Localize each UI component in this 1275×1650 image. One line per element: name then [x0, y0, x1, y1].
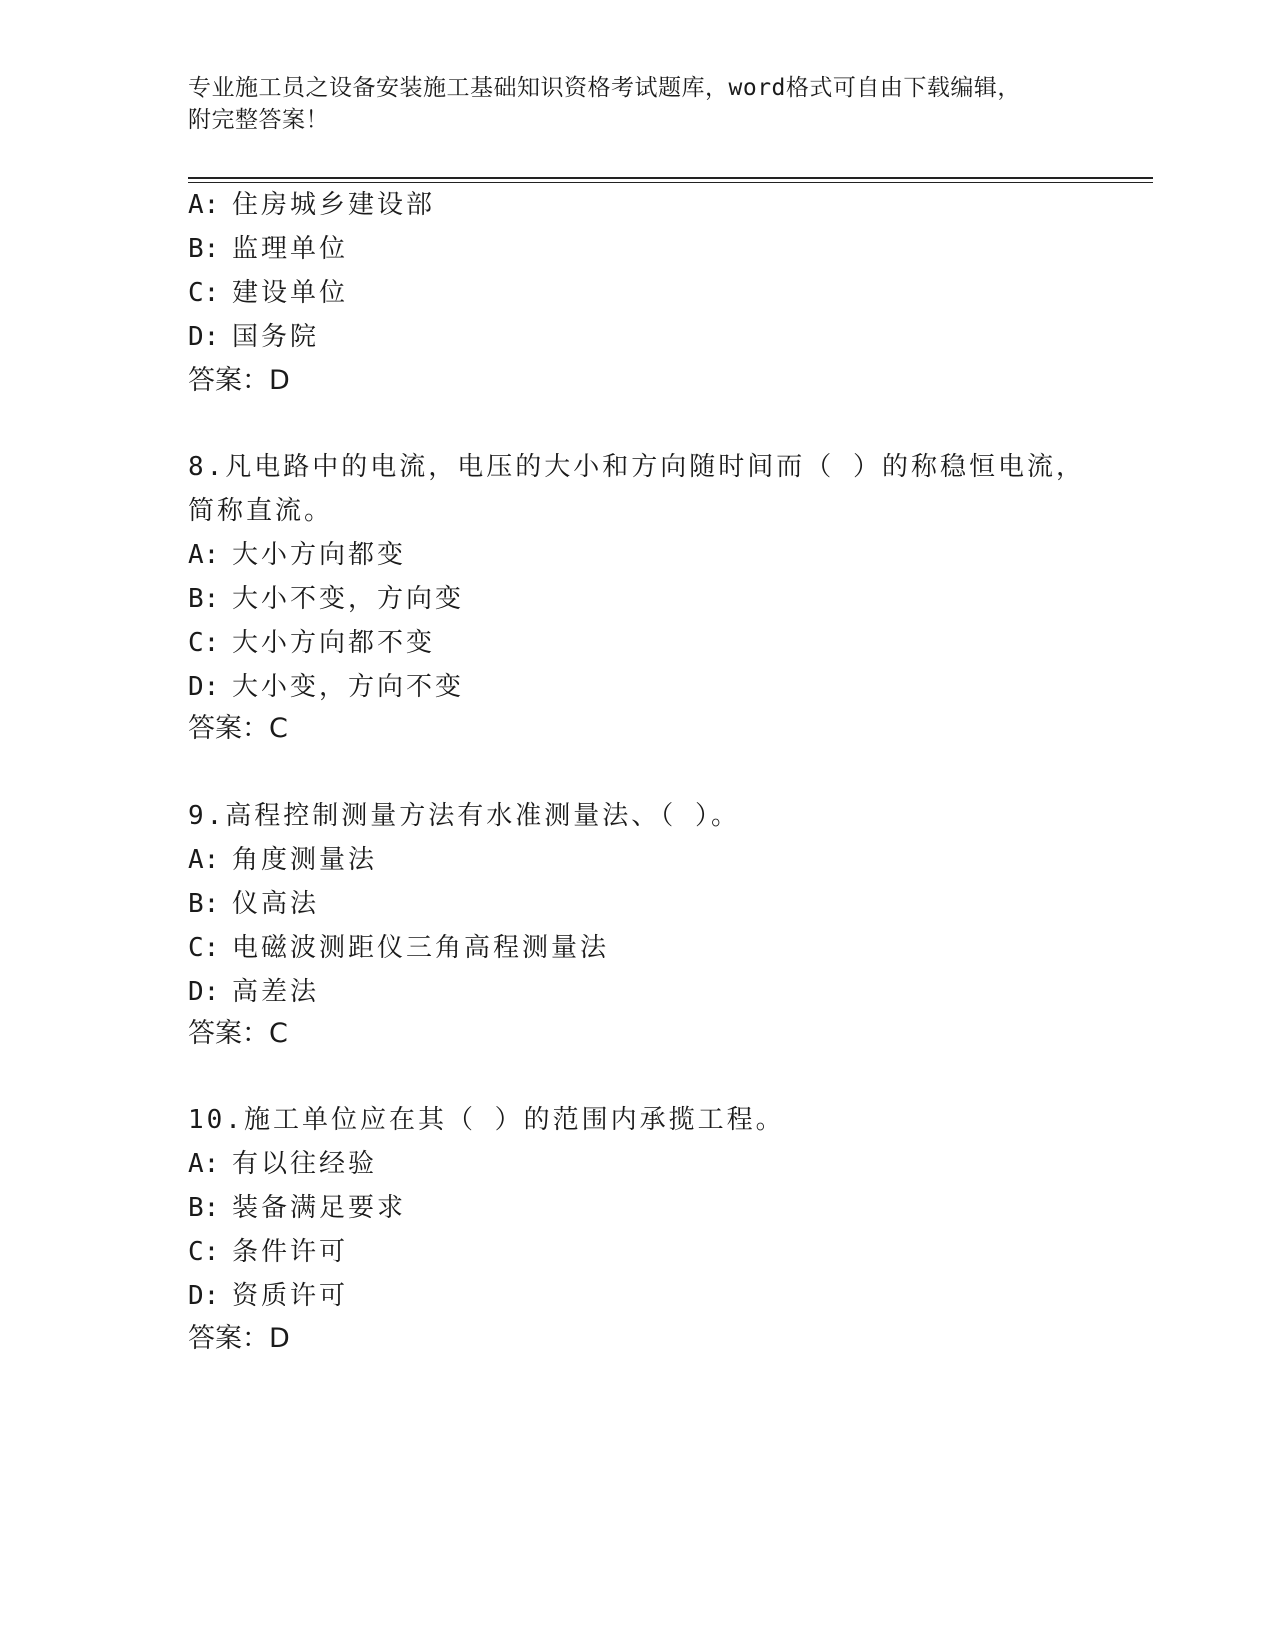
option-text: 资质许可: [232, 1281, 349, 1311]
q8-option-d: [188, 670, 464, 704]
option-text: 仪高法: [232, 889, 320, 919]
option-text: 条件许可: [232, 1237, 349, 1267]
q9-option-c: [188, 931, 609, 965]
q9-option-b: [188, 887, 319, 921]
option-key: A:: [188, 1149, 220, 1179]
option-text: 建设单位: [232, 278, 349, 308]
q10-option-a: [188, 1147, 377, 1181]
q8-option-b: [188, 582, 464, 616]
q7-answer: 答案：D: [188, 365, 290, 396]
q10-answer: 答案：D: [188, 1323, 290, 1354]
q7-option-c: [188, 276, 348, 310]
option-key: D:: [188, 1281, 220, 1311]
q10-option-d: [188, 1279, 348, 1313]
option-text: 住房城乡建设部: [232, 190, 436, 220]
option-key: C:: [188, 278, 220, 308]
option-key: A:: [188, 845, 220, 875]
option-text: 高差法: [232, 977, 320, 1007]
option-text: 大小方向都变: [232, 540, 407, 570]
document-header: [188, 72, 1148, 136]
header-line-2: 附完整答案！: [188, 107, 329, 133]
q7-option-d: [188, 320, 319, 354]
q10-option-c: [188, 1235, 348, 1269]
option-key: C:: [188, 1237, 220, 1267]
option-key: C:: [188, 933, 220, 963]
option-key: B:: [188, 584, 220, 614]
option-text: 大小不变，方向变: [232, 584, 465, 614]
q8-option-a: [188, 538, 406, 572]
option-text: 国务院: [232, 322, 320, 352]
q10-option-b: [188, 1191, 406, 1225]
q7-option-a: [188, 188, 435, 222]
option-key: C:: [188, 628, 220, 658]
option-key: B:: [188, 889, 220, 919]
q8-stem-line-1: 8.凡电路中的电流，电压的大小和方向随时间而（ ）的称稳恒电流，: [188, 452, 1085, 482]
option-text: 装备满足要求: [232, 1193, 407, 1223]
q8-answer: 答案：C: [188, 713, 288, 744]
q9-answer: 答案：C: [188, 1018, 288, 1049]
header-line-1: 专业施工员之设备安装施工基础知识资格考试题库，word格式可自由下载编辑，: [188, 75, 1021, 101]
option-key: D:: [188, 977, 220, 1007]
option-key: D:: [188, 672, 220, 702]
option-text: 角度测量法: [232, 845, 378, 875]
option-key: B:: [188, 234, 220, 264]
option-key: B:: [188, 1193, 220, 1223]
q9-stem-line-1: 9.高程控制测量方法有水准测量法、（ ）。: [188, 801, 740, 831]
option-key: A:: [188, 540, 220, 570]
header-rule-thick: [188, 177, 1153, 179]
option-text: 大小变，方向不变: [232, 672, 465, 702]
option-text: 监理单位: [232, 234, 349, 264]
q8-stem-line-2: 简称直流。: [188, 496, 334, 526]
q9-option-a: [188, 843, 377, 877]
q8-option-c: [188, 626, 435, 660]
q9-option-d: [188, 975, 319, 1009]
option-text: 大小方向都不变: [232, 628, 436, 658]
document-page: [188, 0, 1148, 1650]
option-key: D:: [188, 322, 220, 352]
header-rule-thin: [188, 182, 1153, 183]
option-key: A:: [188, 190, 220, 220]
q10-stem-line-1: 10.施工单位应在其（ ）的范围内承揽工程。: [188, 1105, 785, 1135]
option-text: 有以往经验: [232, 1149, 378, 1179]
option-text: 电磁波测距仪三角高程测量法: [232, 933, 610, 963]
q7-option-b: [188, 232, 348, 266]
